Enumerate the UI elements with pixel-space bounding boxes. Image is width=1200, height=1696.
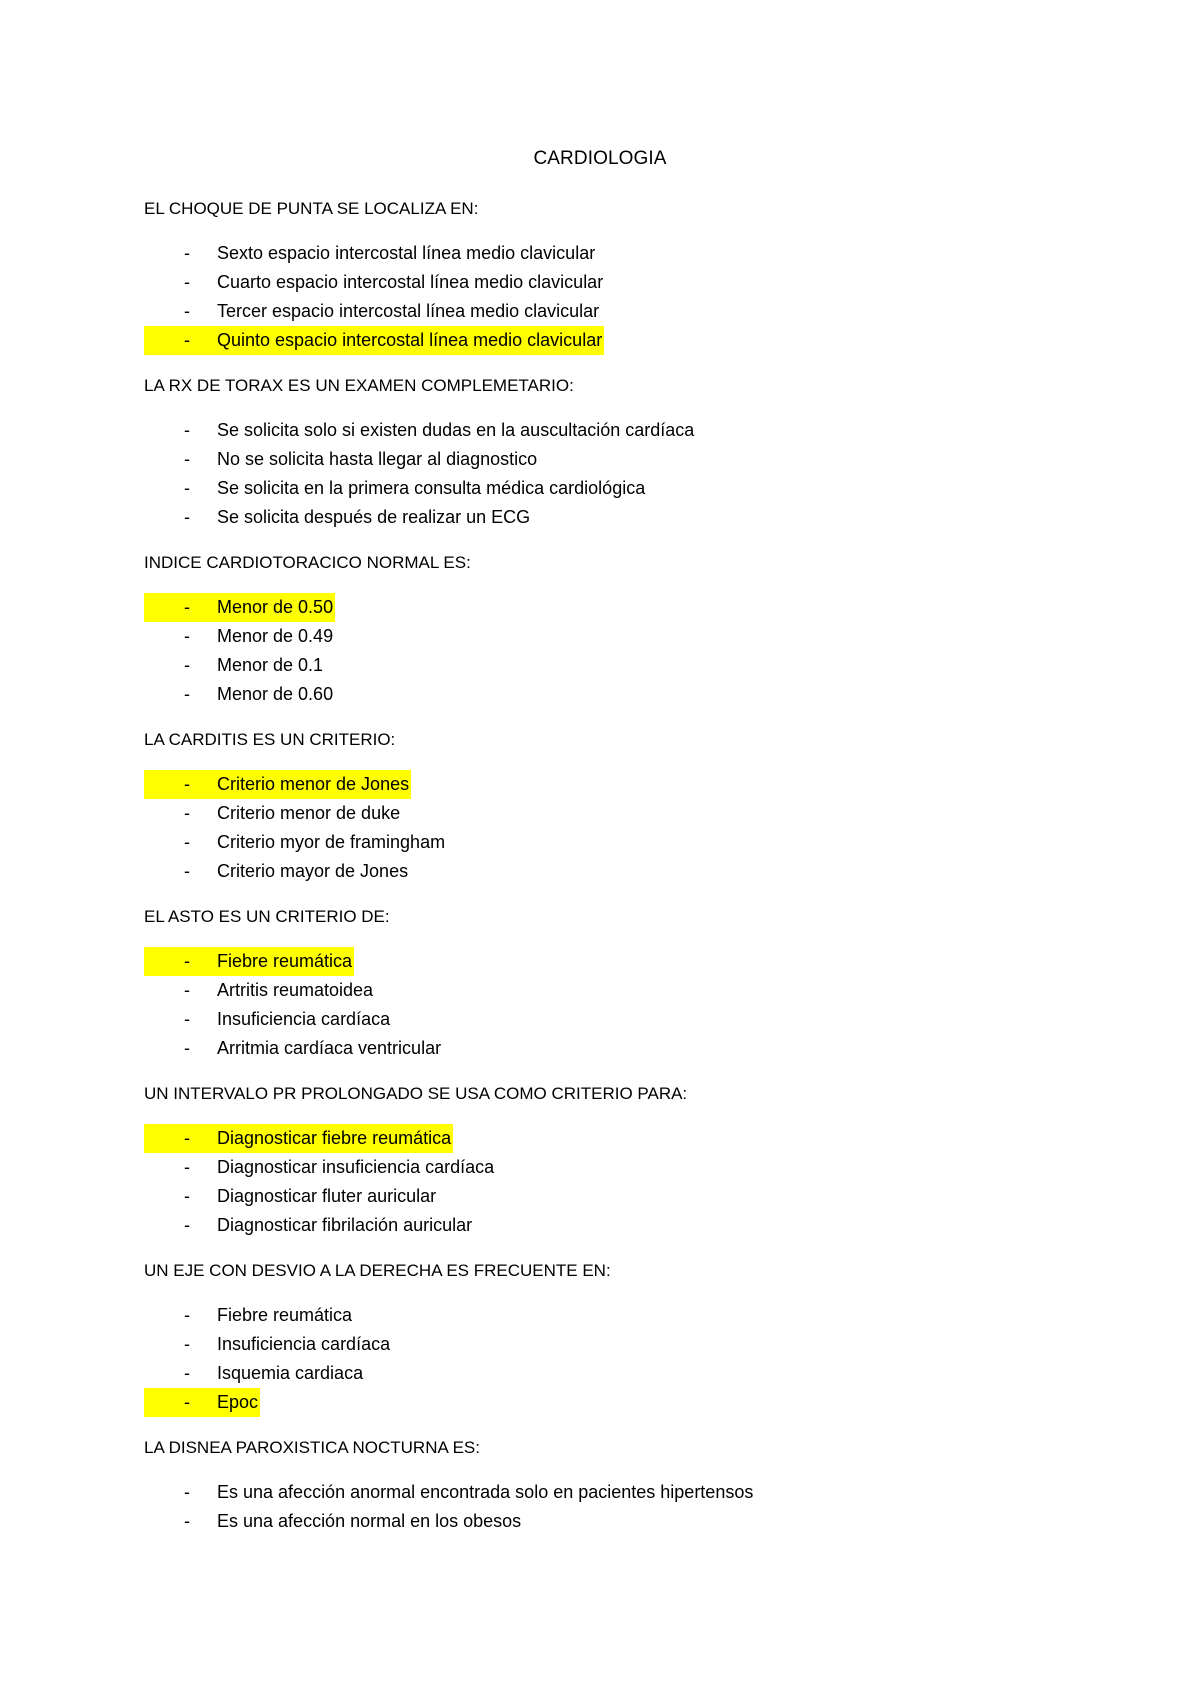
option-line — [144, 1330, 392, 1359]
option-text: Menor de 0.60 — [217, 684, 334, 704]
option-line — [144, 947, 354, 976]
option-line — [144, 680, 335, 709]
answer-option — [144, 1359, 1144, 1388]
option-line — [144, 593, 335, 622]
option-text: Artritis reumatoidea — [217, 980, 374, 1000]
option-line — [144, 1478, 755, 1507]
option-line — [144, 1153, 496, 1182]
option-line — [144, 1005, 392, 1034]
question-list — [144, 194, 1144, 1552]
answer-option — [144, 503, 1144, 532]
option-text: Diagnosticar insuficiencia cardíaca — [217, 1157, 495, 1177]
option-text: Fiebre reumática — [217, 1305, 353, 1325]
answer-option — [144, 1153, 1144, 1182]
answer-option — [144, 474, 1144, 503]
question-prompt: LA CARDITIS ES UN CRITERIO: — [144, 730, 396, 749]
bullet-dash: - — [184, 1157, 190, 1177]
option-text: Criterio menor de Jones — [217, 774, 410, 794]
answer-option — [144, 1034, 1144, 1063]
answer-option — [144, 297, 1144, 326]
option-text: Diagnosticar fluter auricular — [217, 1186, 437, 1206]
option-text: Se solicita solo si existen dudas en la auscultación cardíaca — [217, 420, 695, 440]
option-text: Fiebre reumática — [217, 951, 353, 971]
option-text: Es una afección normal en los obesos — [217, 1511, 522, 1531]
answer-options — [144, 947, 1144, 1063]
bullet-dash: - — [184, 1128, 190, 1148]
bullet-dash: - — [184, 1009, 190, 1029]
bullet-dash: - — [184, 478, 190, 498]
answer-option — [144, 622, 1144, 651]
answer-option — [144, 680, 1144, 709]
bullet-dash: - — [184, 1305, 190, 1325]
bullet-dash: - — [184, 507, 190, 527]
question-block — [144, 725, 1144, 886]
answer-option — [144, 445, 1144, 474]
option-line — [144, 857, 410, 886]
answer-option — [144, 1330, 1144, 1359]
bullet-dash: - — [184, 1186, 190, 1206]
bullet-dash: - — [184, 1482, 190, 1502]
answer-option — [144, 1507, 1144, 1536]
bullet-dash: - — [184, 774, 190, 794]
answer-option — [144, 651, 1144, 680]
option-text: Diagnosticar fibrilación auricular — [217, 1215, 473, 1235]
answer-options — [144, 1124, 1144, 1240]
option-line — [144, 445, 539, 474]
option-line — [144, 326, 604, 355]
question-prompt: UN EJE CON DESVIO A LA DERECHA ES FRECUENTE EN: — [144, 1261, 611, 1280]
option-text: Se solicita después de realizar un ECG — [217, 507, 531, 527]
question-block — [144, 371, 1144, 532]
bullet-dash: - — [184, 861, 190, 881]
option-text: Menor de 0.49 — [217, 626, 334, 646]
answer-options — [144, 239, 1144, 355]
answer-option — [144, 1005, 1144, 1034]
bullet-dash: - — [184, 980, 190, 1000]
option-text: Insuficiencia cardíaca — [217, 1334, 391, 1354]
question-prompt: EL CHOQUE DE PUNTA SE LOCALIZA EN: — [144, 199, 479, 218]
option-text: Tercer espacio intercostal línea medio clavicular — [217, 301, 600, 321]
bullet-dash: - — [184, 684, 190, 704]
option-line — [144, 828, 447, 857]
question-block — [144, 1256, 1144, 1417]
option-text: Epoc — [217, 1392, 259, 1412]
option-line — [144, 268, 605, 297]
answer-option — [144, 828, 1144, 857]
option-line — [144, 239, 597, 268]
answer-option — [144, 416, 1144, 445]
option-line — [144, 1034, 443, 1063]
option-line — [144, 770, 411, 799]
option-text: Criterio menor de duke — [217, 803, 401, 823]
document-title: CARDIOLOGIA — [533, 148, 667, 169]
option-text: Cuarto espacio intercostal línea medio clavicular — [217, 272, 604, 292]
option-line — [144, 622, 335, 651]
option-line — [144, 416, 696, 445]
answer-option-highlighted — [144, 1388, 1144, 1417]
option-line — [144, 503, 532, 532]
option-text: Criterio myor de framingham — [217, 832, 446, 852]
question-prompt: UN INTERVALO PR PROLONGADO SE USA COMO CRITERIO PARA: — [144, 1084, 688, 1103]
answer-option — [144, 1182, 1144, 1211]
answer-option-highlighted — [144, 326, 1144, 355]
answer-option — [144, 976, 1144, 1005]
answer-options — [144, 770, 1144, 886]
bullet-dash: - — [184, 803, 190, 823]
bullet-dash: - — [184, 449, 190, 469]
answer-options — [144, 593, 1144, 709]
question-prompt: INDICE CARDIOTORACICO NORMAL ES: — [144, 553, 471, 572]
bullet-dash: - — [184, 420, 190, 440]
option-text: Menor de 0.50 — [217, 597, 334, 617]
answer-option — [144, 1211, 1144, 1240]
option-text: No se solicita hasta llegar al diagnostico — [217, 449, 538, 469]
question-prompt: LA RX DE TORAX ES UN EXAMEN COMPLEMETARIO: — [144, 376, 574, 395]
bullet-dash: - — [184, 832, 190, 852]
option-line — [144, 1388, 260, 1417]
bullet-dash: - — [184, 1511, 190, 1531]
option-text: Se solicita en la primera consulta médica cardiológica — [217, 478, 646, 498]
answer-options — [144, 416, 1144, 532]
option-line — [144, 1124, 453, 1153]
option-line — [144, 297, 601, 326]
bullet-dash: - — [184, 1392, 190, 1412]
bullet-dash: - — [184, 597, 190, 617]
option-line — [144, 651, 325, 680]
option-text: Isquemia cardiaca — [217, 1363, 364, 1383]
answer-options — [144, 1301, 1144, 1417]
question-prompt: LA DISNEA PAROXISTICA NOCTURNA ES: — [144, 1438, 480, 1457]
option-line — [144, 976, 375, 1005]
answer-option — [144, 799, 1144, 828]
answer-option-highlighted — [144, 947, 1144, 976]
answer-option-highlighted — [144, 1124, 1144, 1153]
bullet-dash: - — [184, 1334, 190, 1354]
option-text: Diagnosticar fiebre reumática — [217, 1128, 452, 1148]
option-text: Arritmia cardíaca ventricular — [217, 1038, 442, 1058]
bullet-dash: - — [184, 1363, 190, 1383]
question-block — [144, 1079, 1144, 1240]
question-prompt: EL ASTO ES UN CRITERIO DE: — [144, 907, 390, 926]
question-block — [144, 194, 1144, 355]
option-line — [144, 1211, 474, 1240]
answer-option — [144, 239, 1144, 268]
answer-option-highlighted — [144, 770, 1144, 799]
bullet-dash: - — [184, 243, 190, 263]
option-text: Insuficiencia cardíaca — [217, 1009, 391, 1029]
bullet-dash: - — [184, 330, 190, 350]
bullet-dash: - — [184, 1215, 190, 1235]
option-line — [144, 799, 402, 828]
question-block — [144, 1433, 1144, 1536]
answer-option — [144, 1478, 1144, 1507]
bullet-dash: - — [184, 272, 190, 292]
option-line — [144, 474, 647, 503]
option-line — [144, 1359, 365, 1388]
option-text: Menor de 0.1 — [217, 655, 324, 675]
question-block — [144, 902, 1144, 1063]
option-line — [144, 1182, 438, 1211]
bullet-dash: - — [184, 951, 190, 971]
answer-option-highlighted — [144, 593, 1144, 622]
bullet-dash: - — [184, 626, 190, 646]
bullet-dash: - — [184, 301, 190, 321]
option-text: Quinto espacio intercostal línea medio clavicular — [217, 330, 603, 350]
bullet-dash: - — [184, 1038, 190, 1058]
option-text: Sexto espacio intercostal línea medio clavicular — [217, 243, 596, 263]
bullet-dash: - — [184, 655, 190, 675]
answer-option — [144, 268, 1144, 297]
option-line — [144, 1507, 523, 1536]
option-text: Es una afección anormal encontrada solo en pacientes hipertensos — [217, 1482, 754, 1502]
answer-options — [144, 1478, 1144, 1536]
question-block — [144, 548, 1144, 709]
option-text: Criterio mayor de Jones — [217, 861, 409, 881]
answer-option — [144, 857, 1144, 886]
option-line — [144, 1301, 354, 1330]
answer-option — [144, 1301, 1144, 1330]
